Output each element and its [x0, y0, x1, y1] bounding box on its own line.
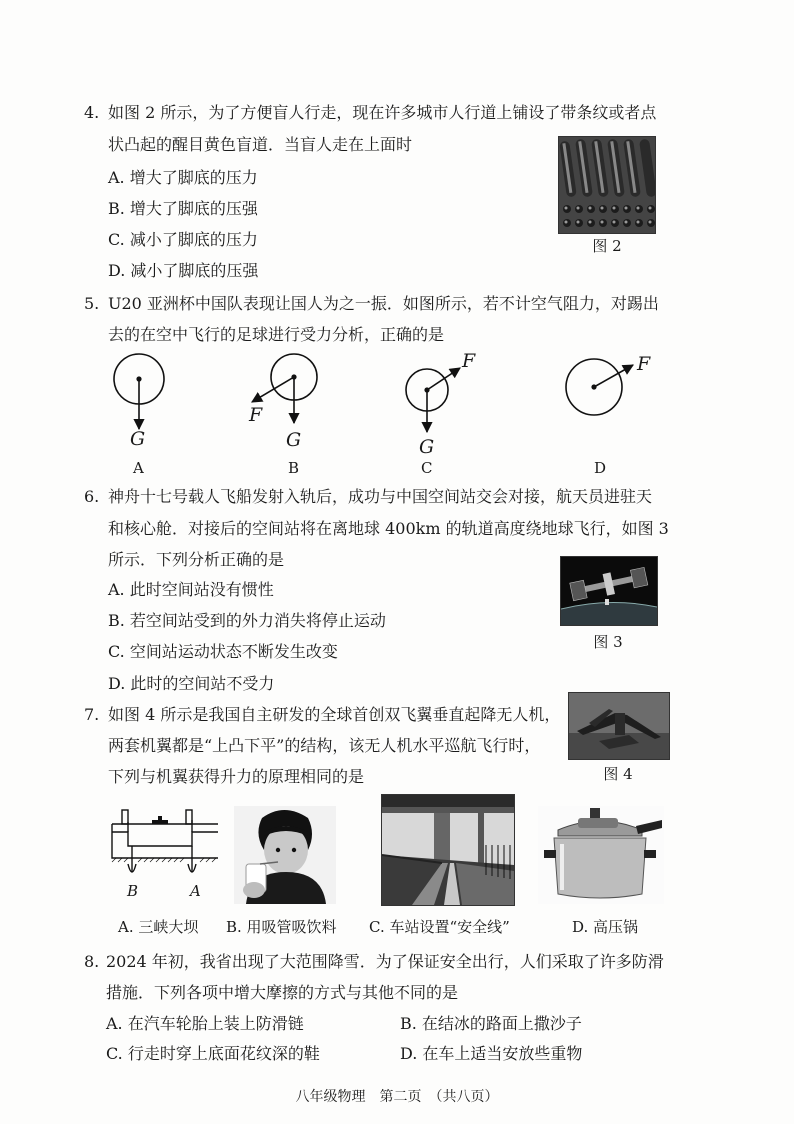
q6-stem-line2: 和核心舱．对接后的空间站将在离地球 400km 的轨道高度绕地球飞行，如图 3 — [108, 519, 669, 538]
q4-number: 4. — [84, 103, 100, 122]
force-diagrams — [100, 350, 700, 480]
force-diagram-a — [114, 354, 164, 429]
boy-drinking-photo — [234, 806, 336, 904]
q4-stem-line1: 如图 2 所示，为了方便盲人行走，现在许多城市人行道上铺设了带条纹或者点 — [108, 103, 657, 122]
label-c-f: F — [462, 350, 476, 372]
q8-option-b: B. 在结冰的路面上撒沙子 — [400, 1014, 582, 1033]
q6-number: 6. — [84, 487, 100, 506]
ship-lock-diagram — [108, 802, 220, 906]
q4-option-d: D. 减小了脚底的压强 — [108, 261, 259, 280]
q4-option-c: C. 减小了脚底的压力 — [108, 230, 258, 249]
figure-4-caption: 图 4 — [603, 765, 633, 783]
dam-label-a: A — [190, 882, 201, 900]
q6-option-a: A. 此时空间站没有惯性 — [108, 580, 274, 599]
q7-stem-line2: 两套机翼都是“上凸下平”的结构，该无人机水平巡航飞行时， — [108, 736, 541, 755]
q8-option-d: D. 在车上适当安放些重物 — [400, 1044, 583, 1063]
label-b-g: G — [286, 429, 302, 451]
q7-option-d: D. 高压锅 — [572, 918, 639, 936]
drone-photo — [568, 692, 670, 760]
q4-stem-line2: 状凸起的醒目黄色盲道．当盲人走在上面时 — [108, 135, 413, 154]
figure-letter-b: B — [288, 459, 300, 477]
tactile-paving-photo — [558, 136, 656, 234]
pressure-cooker-photo — [538, 806, 664, 904]
q4-option-b: B. 增大了脚底的压强 — [108, 199, 258, 218]
q8-option-a: A. 在汽车轮胎上装上防滑链 — [106, 1014, 304, 1033]
figure-letter-a: A — [133, 459, 144, 477]
q6-option-c: C. 空间站运动状态不断发生改变 — [108, 642, 338, 661]
q7-option-c: C. 车站设置“安全线” — [369, 918, 510, 936]
q7-stem-line3: 下列与机翼获得升力的原理相同的是 — [108, 767, 365, 786]
q5-stem-line1: U20 亚洲杯中国队表现让国人为之一振．如图所示，若不计空气阻力，对踢出 — [108, 294, 659, 313]
q7-option-a: A. 三峡大坝 — [118, 918, 199, 936]
q5-stem-line2: 去的在空中飞行的足球进行受力分析，正确的是 — [108, 325, 445, 344]
q8-number: 8. — [84, 952, 100, 971]
q6-option-b: B. 若空间站受到的外力消失将停止运动 — [108, 611, 386, 630]
force-diagram-d — [566, 359, 633, 415]
label-c-g: G — [419, 436, 435, 458]
q4-option-a: A. 增大了脚底的压力 — [108, 168, 258, 187]
q7-stem-line1: 如图 4 所示是我国自主研发的全球首创双飞翼垂直起降无人机， — [108, 705, 561, 724]
dam-label-b: B — [127, 882, 139, 900]
q5-number: 5. — [84, 294, 100, 313]
space-station-photo — [560, 556, 658, 626]
q8-stem-line1: 2024 年初，我省出现了大范围降雪．为了保证安全出行，人们采取了许多防滑 — [106, 952, 664, 971]
q7-option-b: B. 用吸管吸饮料 — [226, 918, 337, 936]
q7-number: 7. — [84, 705, 100, 724]
q6-option-d: D. 此时的空间站不受力 — [108, 674, 275, 693]
force-diagram-c — [406, 368, 460, 432]
figure-2-caption: 图 2 — [592, 237, 622, 255]
q8-option-c: C. 行走时穿上底面花纹深的鞋 — [106, 1044, 320, 1063]
q6-stem-line3: 所示．下列分析正确的是 — [108, 550, 285, 569]
figure-letter-d: D — [594, 459, 607, 477]
train-station-photo — [381, 794, 515, 906]
figure-letter-c: C — [421, 459, 433, 477]
label-a-g: G — [130, 428, 146, 450]
q8-stem-line2: 措施．下列各项中增大摩擦的方式与其他不同的是 — [106, 983, 459, 1002]
figure-3-caption: 图 3 — [593, 633, 623, 651]
page-footer: 八年级物理 第二页 （共八页） — [295, 1089, 499, 1105]
label-d-f: F — [637, 353, 651, 375]
q6-stem-line1: 神舟十七号载人飞船发射入轨后，成功与中国空间站交会对接，航天员进驻天 — [108, 487, 653, 506]
label-b-f: F — [249, 404, 263, 426]
